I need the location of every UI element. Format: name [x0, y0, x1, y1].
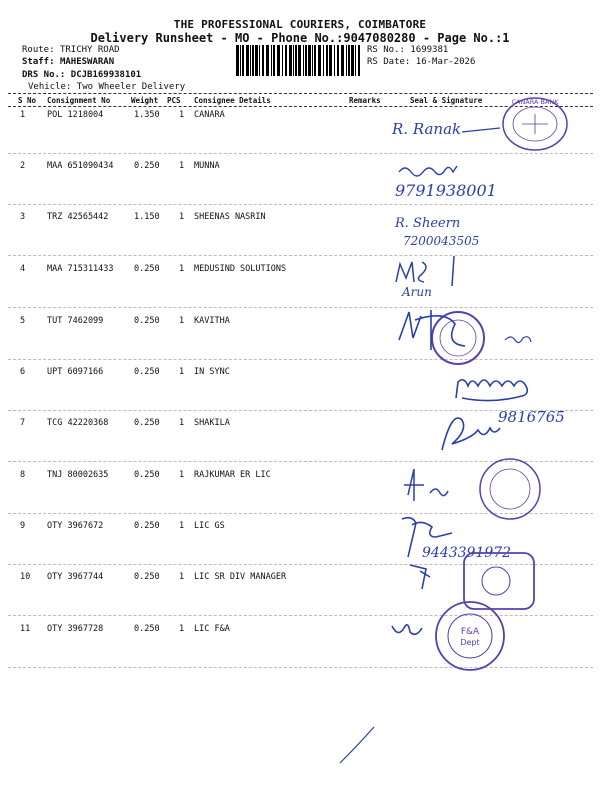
row-weight: 0.250: [134, 367, 160, 377]
barcode: [236, 45, 363, 76]
signature-sheenas: [395, 210, 525, 250]
barcode-bar: [305, 45, 307, 76]
row-sno: 11: [20, 624, 31, 634]
row-sno: 7: [20, 418, 26, 428]
row-consignment: UPT 6097166: [47, 367, 104, 377]
row-pcs: 1: [179, 161, 185, 171]
phone-lic-gs-text: 9443391972: [422, 545, 512, 561]
row-consignment: TCG 42220368: [47, 418, 109, 428]
row-consignment: TUT 7462099: [47, 316, 104, 326]
col-weight: Weight: [131, 96, 159, 105]
route-label: Route:: [22, 45, 55, 55]
barcode-bar: [255, 45, 258, 76]
row-divider: [8, 255, 593, 256]
row-weight: 0.250: [134, 470, 160, 480]
row-weight: 0.250: [134, 161, 160, 171]
canara-bank-stamp: [500, 94, 570, 154]
barcode-bar: [355, 45, 356, 76]
row-consignee: LIC F&A: [194, 624, 230, 634]
barcode-bar: [308, 45, 311, 76]
drs-value: DCJB169938101: [70, 70, 142, 80]
barcode-bar: [329, 45, 332, 76]
signature-canara: [392, 114, 502, 144]
phone-munna-text: 9791938001: [395, 181, 497, 200]
signature-munna: [395, 160, 535, 202]
row-pcs: 1: [179, 521, 185, 531]
fa-stamp-line1: F&A: [460, 627, 480, 637]
barcode-bar: [273, 45, 275, 76]
row-weight: 0.250: [134, 521, 160, 531]
rs-date-info: [367, 57, 475, 67]
rs-no-value: 1699381: [410, 45, 449, 55]
barcode-bar: [341, 45, 344, 76]
row-divider: [8, 204, 593, 205]
row-sno: 8: [20, 470, 26, 480]
fa-stamp-line2: Dept: [460, 638, 480, 647]
rs-no-info: [367, 45, 448, 55]
barcode-bar: [262, 45, 264, 76]
barcode-bar: [266, 45, 269, 76]
signature-canara-text: R. Ranak: [392, 120, 462, 138]
row-consignment: OTY 3967744: [47, 572, 104, 582]
barcode-bar: [277, 45, 280, 76]
staff-info: [22, 57, 114, 67]
row-pcs: 1: [179, 418, 185, 428]
drs-label: DRS No.:: [22, 70, 66, 80]
row-consignment: POL 1218004: [47, 110, 104, 120]
staff-label: Staff:: [22, 57, 55, 67]
row-pcs: 1: [179, 316, 185, 326]
barcode-bar: [323, 45, 324, 76]
row-weight: 0.250: [134, 264, 160, 274]
barcode-bar: [348, 45, 350, 76]
vehicle-info: [28, 82, 185, 92]
barcode-bar: [314, 45, 316, 76]
row-weight: 1.150: [134, 212, 160, 222]
row-consignment: OTY 3967728: [47, 624, 104, 634]
pen-stroke: [338, 725, 378, 765]
route-value: TRICHY ROAD: [59, 45, 120, 55]
row-consignee: MEDUSIND SOLUTIONS: [194, 264, 287, 274]
barcode-bar: [246, 45, 249, 76]
vehicle-value: Two Wheeler Delivery: [76, 82, 186, 92]
barcode-bar: [312, 45, 313, 76]
row-consignee: MUNNA: [194, 161, 220, 171]
row-sno: 4: [20, 264, 26, 274]
runsheet-subtitle: Delivery Runsheet - MO - Phone No.:9047080280 - Page No.:1: [90, 31, 510, 45]
row-pcs: 1: [179, 212, 185, 222]
row-consignment: TRZ 42565442: [47, 212, 109, 222]
barcode-bar: [252, 45, 254, 76]
signature-medusind-text: Arun: [402, 285, 432, 299]
row-sno: 6: [20, 367, 26, 377]
barcode-bar: [242, 45, 244, 76]
company-title: THE PROFESSIONAL COURIERS, COIMBATORE: [173, 18, 427, 31]
col-sno: S No: [18, 96, 37, 105]
phone-shakila-text: 9816765: [498, 408, 565, 426]
col-remarks: Remarks: [349, 96, 381, 105]
barcode-bar: [318, 45, 321, 76]
row-pcs: 1: [179, 470, 185, 480]
vehicle-label: Vehicle:: [28, 82, 72, 92]
barcode-bar: [295, 45, 297, 76]
col-pcs: PCS: [167, 96, 181, 105]
row-weight: 0.250: [134, 418, 160, 428]
barcode-bar: [259, 45, 260, 76]
barcode-bar: [236, 45, 239, 76]
signature-shakila: [438, 400, 588, 460]
barcode-bar: [271, 45, 272, 76]
row-weight: 0.250: [134, 624, 160, 634]
barcode-bar: [298, 45, 301, 76]
row-sno: 10: [20, 572, 31, 582]
barcode-bar: [303, 45, 304, 76]
signature-sheenas-text: R. Sheern: [395, 216, 461, 231]
row-consignee: IN SYNC: [194, 367, 230, 377]
row-consignee: SHEENAS NASRIN: [194, 212, 266, 222]
row-consignment: MAA 651090434: [47, 161, 114, 171]
signature-lic-fa: [388, 600, 528, 680]
row-consignee: SHAKILA: [194, 418, 230, 428]
row-weight: 1.350: [134, 110, 160, 120]
row-pcs: 1: [179, 367, 185, 377]
barcode-bar: [293, 45, 294, 76]
barcode-bar: [334, 45, 335, 76]
signature-kavitha: [395, 300, 555, 365]
route-info: [22, 45, 120, 55]
col-seal-signature: Seal & Signature: [410, 96, 483, 105]
row-consignee: RAJKUMAR ER LIC: [194, 470, 271, 480]
row-pcs: 1: [179, 624, 185, 634]
barcode-bar: [346, 45, 347, 76]
row-consignee: CANARA: [194, 110, 225, 120]
row-consignment: TNJ 80002635: [47, 470, 109, 480]
row-consignment: OTY 3967672: [47, 521, 104, 531]
phone-sheenas-text: 7200043505: [403, 234, 480, 248]
row-sno: 9: [20, 521, 26, 531]
row-consignee: LIC GS: [194, 521, 225, 531]
drs-info: [22, 70, 141, 80]
row-consignment: MAA 715311433: [47, 264, 114, 274]
rs-date-value: 16-Mar-2026: [415, 57, 476, 67]
barcode-bar: [250, 45, 251, 76]
row-sno: 3: [20, 212, 26, 222]
row-weight: 0.250: [134, 316, 160, 326]
row-consignee: LIC SR DIV MANAGER: [194, 572, 287, 582]
row-pcs: 1: [179, 264, 185, 274]
row-sno: 1: [20, 110, 26, 120]
row-consignee: KAVITHA: [194, 316, 230, 326]
row-weight: 0.250: [134, 572, 160, 582]
row-pcs: 1: [179, 110, 185, 120]
barcode-bar: [358, 45, 360, 76]
rs-date-label: RS Date:: [367, 57, 411, 67]
barcode-bar: [351, 45, 354, 76]
barcode-bar: [289, 45, 292, 76]
row-pcs: 1: [179, 572, 185, 582]
canara-stamp-text: CANARA BANK: [511, 98, 559, 106]
row-sno: 2: [20, 161, 26, 171]
barcode-bar: [326, 45, 328, 76]
barcode-bar: [337, 45, 339, 76]
staff-value: MAHESWARAN: [59, 57, 115, 67]
barcode-bar: [282, 45, 283, 76]
col-consignee: Consignee Details: [194, 96, 271, 105]
barcode-bar: [285, 45, 287, 76]
barcode-bar: [240, 45, 241, 76]
row-sno: 5: [20, 316, 26, 326]
signature-medusind: [392, 252, 492, 302]
rs-no-label: RS No.:: [367, 45, 405, 55]
col-consignment: Consignment No: [47, 96, 111, 105]
